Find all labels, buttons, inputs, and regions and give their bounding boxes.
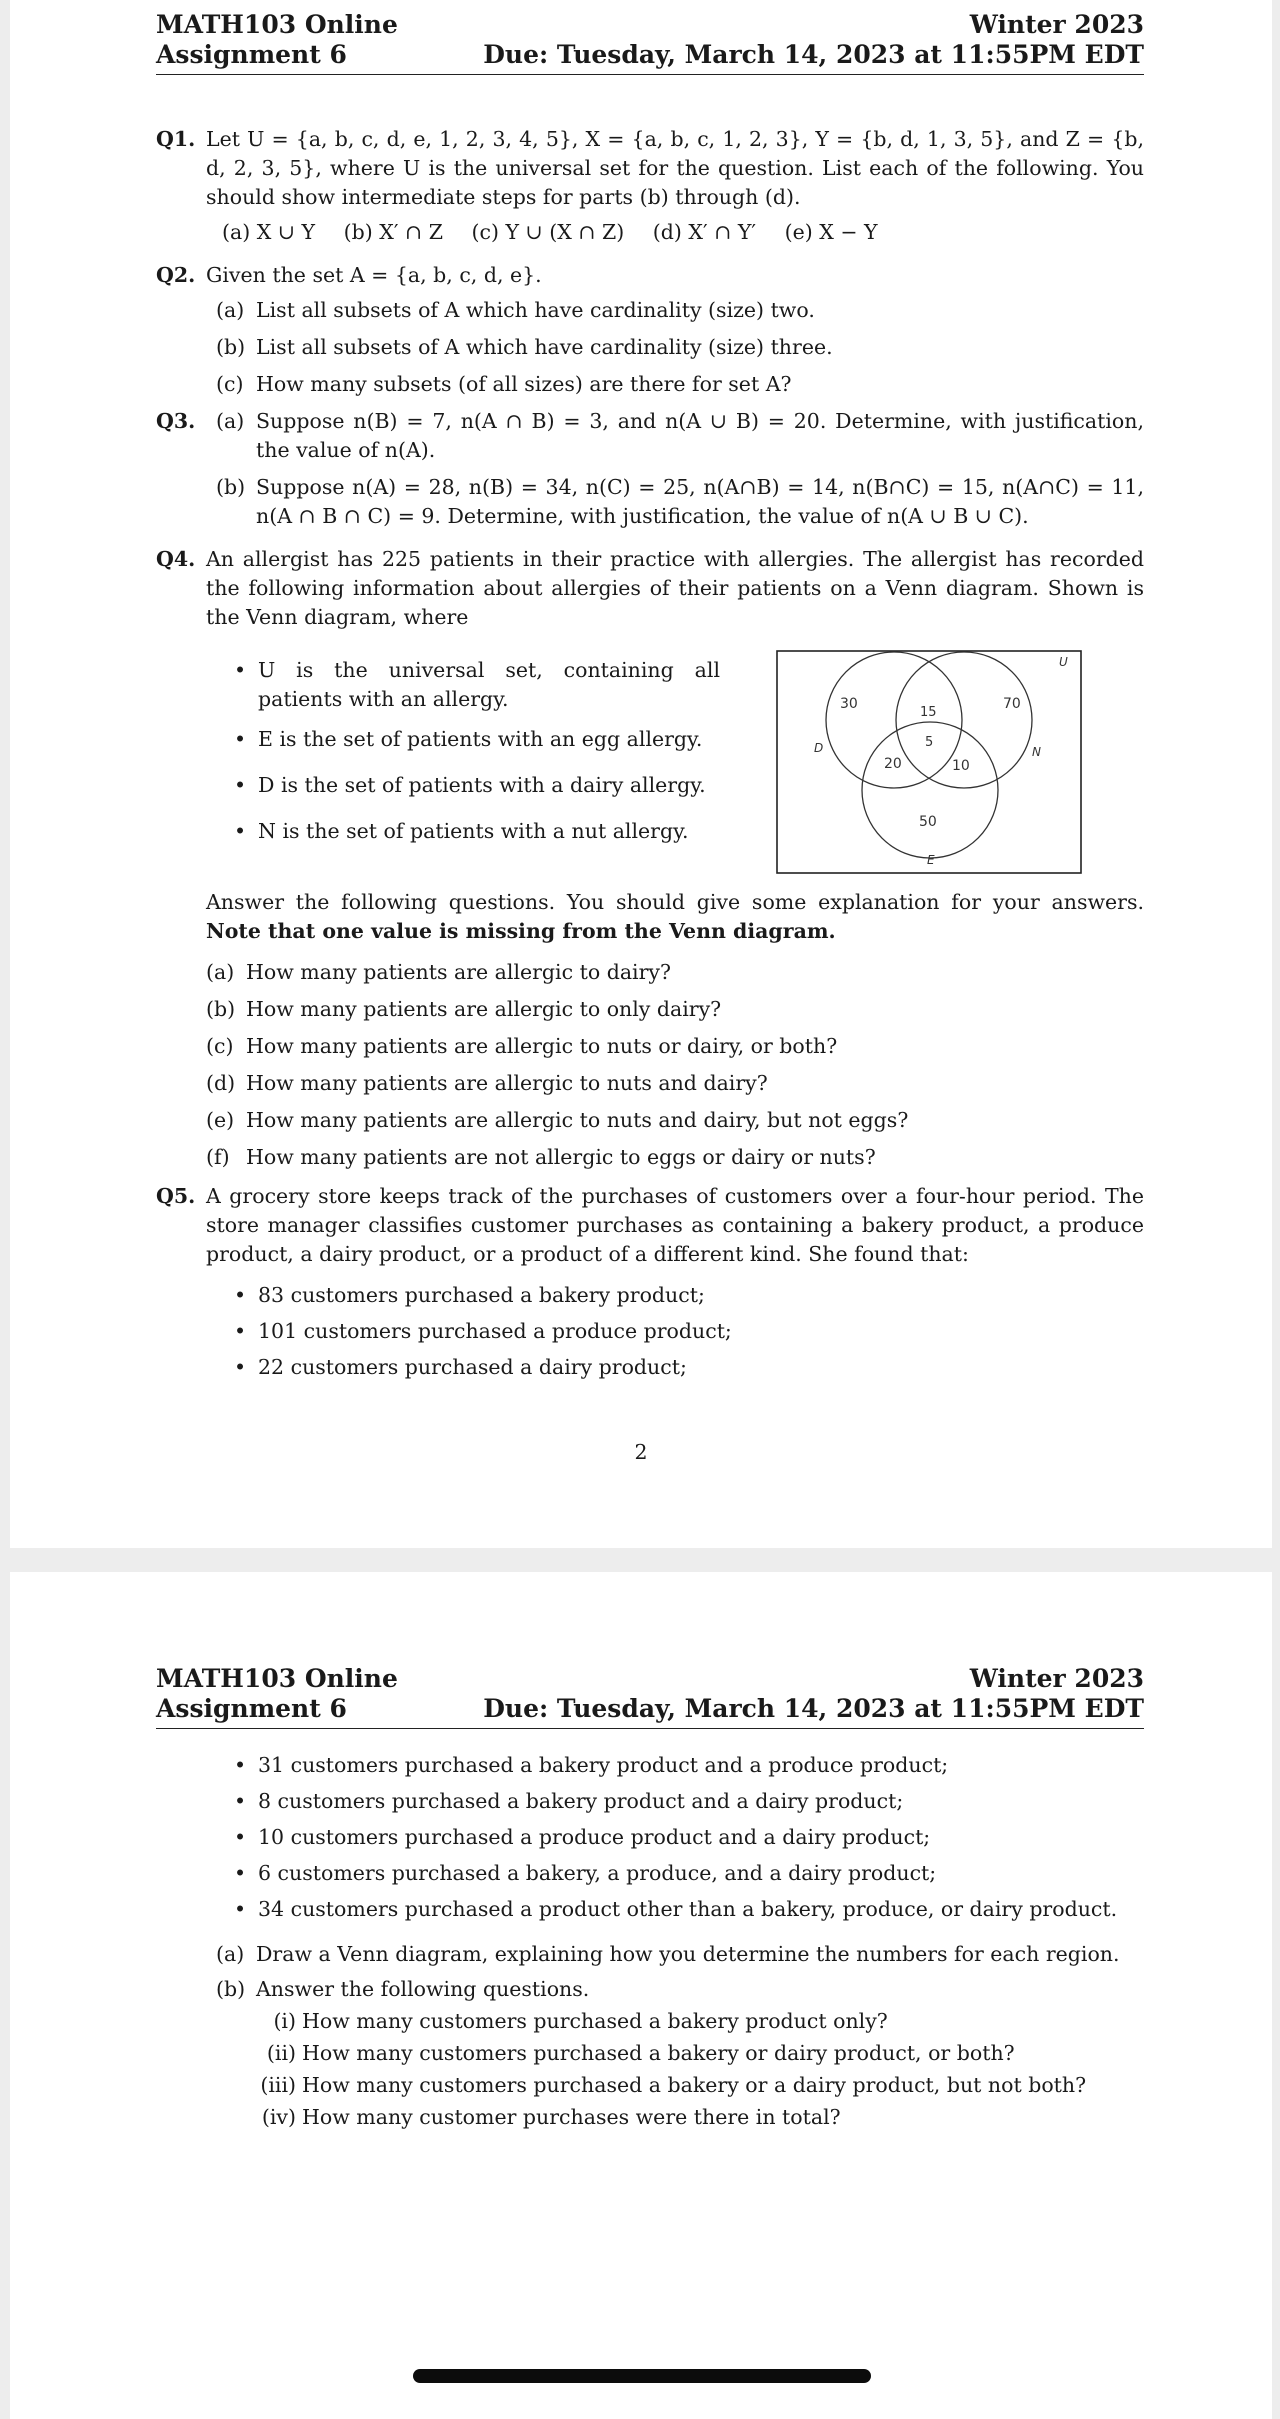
label-n: N <box>1032 745 1041 759</box>
list-item: • 22 customers purchased a dairy product; <box>230 1353 1144 1382</box>
term-label: Winter 2023 <box>969 10 1144 39</box>
part-b-subparts <box>206 2007 1144 2132</box>
question-number: Q1. <box>156 127 196 151</box>
value-d-and-e: 20 <box>884 756 902 772</box>
question-5 <box>156 1182 1144 1382</box>
part-a: (a) X ∪ Y <box>222 220 316 244</box>
instruction-text: Answer the following questions. You should give some explanation for your answers. Note that one value is missing from the Venn diagram. <box>206 890 1144 943</box>
label-d: D <box>814 741 824 755</box>
list-item: • N is the set of patients with a nut allergy. <box>230 817 720 846</box>
question-text: A grocery store keeps track of the purchases of customers over a four-hour period. The store manager classifies customer purchases as containing a bakery product, a produce product, a dairy product, or a product of a different kind. She found that: <box>206 1184 1144 1266</box>
part-a: (a) How many patients are allergic to dairy? <box>206 960 671 984</box>
list-item: • 101 customers purchased a produce product; <box>230 1317 1144 1346</box>
part-d: (d) X′ ∩ Y′ <box>652 220 757 244</box>
question-1 <box>156 125 1144 247</box>
assignment-title: Assignment 6 <box>156 40 347 69</box>
part-b: (b) List all subsets of A which have cardinality (size) three. <box>216 335 833 359</box>
term-label: Winter 2023 <box>969 1664 1144 1693</box>
part-b: (b) X′ ∩ Z <box>343 220 443 244</box>
set-definitions <box>230 642 720 846</box>
assignment-title: Assignment 6 <box>156 1694 347 1723</box>
page-header <box>156 1664 1144 1729</box>
list-item: • 83 customers purchased a bakery product; <box>230 1281 1144 1310</box>
question-text: Let U = {a, b, c, d, e, 1, 2, 3, 4, 5}, X = {a, b, c, 1, 2, 3}, Y = {b, d, 1, 3, 5}, and Z = {b, d, 2, 3, 5}, where U is the universal set for the question. List each of the following. You should show intermediate steps for parts (b) through (d). <box>206 127 1144 209</box>
value-d-and-n: 15 <box>920 705 937 720</box>
universal-set-box <box>777 651 1081 873</box>
venn-section <box>206 642 1144 874</box>
list-item: • U is the universal set, containing all patients with an allergy. <box>230 656 720 714</box>
page-number: 2 <box>634 1440 648 1464</box>
purchase-counts <box>230 1281 1144 1382</box>
question-text: Given the set A = {a, b, c, d, e}. <box>206 263 542 287</box>
question-parts <box>222 218 1144 247</box>
part-f: (f) How many patients are not allergic to eggs or dairy or nuts? <box>206 1145 876 1169</box>
part-d: (d) How many patients are allergic to nuts and dairy? <box>206 1071 768 1095</box>
page-header <box>156 10 1144 75</box>
part-c: (c) How many patients are allergic to nuts or dairy, or both? <box>206 1034 838 1058</box>
list-item: • E is the set of patients with an egg allergy. <box>230 725 720 754</box>
list-item: • D is the set of patients with a dairy allergy. <box>230 771 720 800</box>
label-e: E <box>927 853 935 867</box>
home-indicator[interactable] <box>413 2369 871 2383</box>
subpart-ii: (ii) How many customers purchased a bakery or dairy product, or both? <box>266 2041 1015 2065</box>
document-page-1 <box>10 0 1272 1548</box>
page-2-content <box>156 1664 1144 2132</box>
value-d-n-e: 5 <box>925 735 934 750</box>
page-1-content <box>156 10 1144 1382</box>
subpart-iv: (iv) How many customer purchases were there in total? <box>261 2105 841 2129</box>
part-a: (a) Draw a Venn diagram, explaining how you determine the numbers for each region. <box>216 1942 1120 1966</box>
question-4 <box>156 545 1144 1172</box>
part-c: (c) How many subsets (of all sizes) are there for set A? <box>216 372 792 396</box>
part-c: (c) Y ∪ (X ∩ Z) <box>471 220 625 244</box>
list-item: • 8 customers purchased a bakery product and a dairy product; <box>230 1787 1144 1816</box>
list-item: • 34 customers purchased a product other than a bakery, produce, or dairy product. <box>230 1895 1144 1924</box>
venn-diagram <box>776 650 1082 874</box>
part-b: (b) Answer the following questions. <box>216 1977 590 2001</box>
value-n-and-e: 10 <box>952 758 970 774</box>
question-text: An allergist has 225 patients in their practice with allergies. The allergist has recorded the following information about allergies of their patients on a Venn diagram. Shown is the Venn diagram, where <box>206 547 1144 629</box>
label-u: U <box>1059 655 1068 669</box>
note-text: Note that one value is missing from the Venn diagram. <box>206 919 836 943</box>
question-3 <box>156 407 1144 531</box>
list-item: • 31 customers purchased a bakery product and a produce product; <box>230 1751 1144 1780</box>
question-number: Q4. <box>156 547 196 571</box>
purchase-counts-continued <box>230 1751 1144 1924</box>
part-b: (b) Suppose n(A) = 28, n(B) = 34, n(C) = 25, n(A∩B) = 14, n(B∩C) = 15, n(A∩C) = 11, n(A ∩ B ∩ C) = 9. Determine, with justification, the value of n(A ∪ B ∪ C). <box>216 475 1144 528</box>
question-2 <box>156 261 1144 399</box>
value-e-only: 50 <box>919 814 937 830</box>
part-e: (e) How many patients are allergic to nuts and dairy, but not eggs? <box>206 1108 909 1132</box>
part-a: (a) List all subsets of A which have cardinality (size) two. <box>216 298 815 322</box>
value-d-only: 30 <box>840 696 858 712</box>
list-item: • 6 customers purchased a bakery, a produce, and a dairy product; <box>230 1859 1144 1888</box>
subpart-i: (i) How many customers purchased a bakery product only? <box>273 2009 888 2033</box>
due-date: Due: Tuesday, March 14, 2023 at 11:55PM EDT <box>483 1694 1144 1723</box>
part-b: (b) How many patients are allergic to only dairy? <box>206 997 722 1021</box>
document-page-2 <box>10 1572 1272 2419</box>
question-number: Q5. <box>156 1184 196 1208</box>
course-title: MATH103 Online <box>156 10 398 39</box>
due-date: Due: Tuesday, March 14, 2023 at 11:55PM EDT <box>483 40 1144 69</box>
part-e: (e) X − Y <box>784 220 878 244</box>
value-n-only: 70 <box>1003 696 1021 712</box>
course-title: MATH103 Online <box>156 1664 398 1693</box>
subpart-iii: (iii) How many customers purchased a bakery or a dairy product, but not both? <box>260 2073 1087 2097</box>
question-5-continued <box>156 1751 1144 2132</box>
question-number: Q2. <box>156 263 196 287</box>
list-item: • 10 customers purchased a produce product and a dairy product; <box>230 1823 1144 1852</box>
part-a: (a) Suppose n(B) = 7, n(A ∩ B) = 3, and n(A ∪ B) = 20. Determine, with justification, the value of n(A). <box>216 409 1144 462</box>
question-number: Q3. <box>156 409 196 433</box>
